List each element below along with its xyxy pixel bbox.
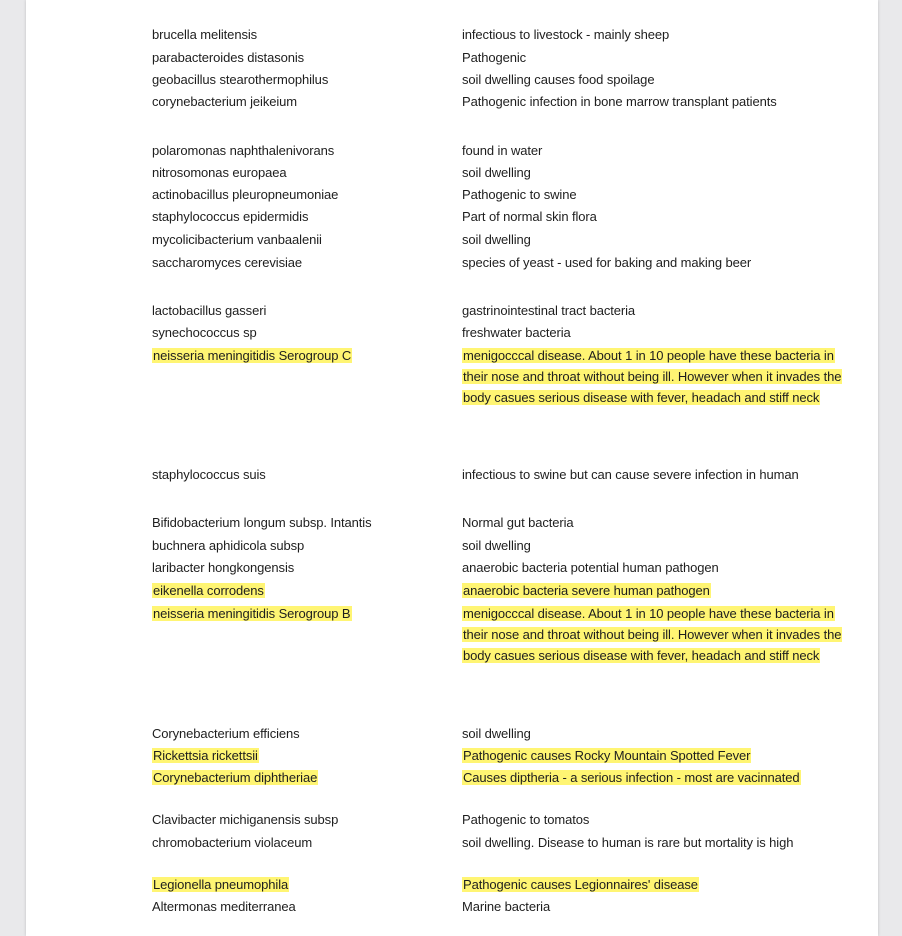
organism-description-text: species of yeast - used for baking and making beer	[462, 255, 752, 270]
organism-description	[462, 252, 862, 273]
organism-name-text: lactobacillus gasseri	[152, 303, 267, 318]
organism-description	[462, 767, 862, 788]
organism-description-text: menigocccal disease. About 1 in 10 people have these bacteria in their nose and throat without being ill. However when it invades the body casues serious disease with fever, headach and stiff neck	[463, 348, 842, 405]
organism-description	[462, 603, 862, 666]
organism-description-text: Pathogenic causes Legionnaires' disease	[463, 877, 698, 892]
organism-name	[152, 252, 452, 273]
organism-name-text: brucella melitensis	[152, 27, 258, 42]
organism-description-text: Pathogenic to swine	[462, 187, 577, 202]
organism-name	[152, 322, 452, 343]
organism-description-text: Part of normal skin flora	[462, 209, 597, 224]
organism-name	[152, 723, 452, 744]
organism-description-text: Pathogenic to tomatos	[462, 812, 590, 827]
organism-description	[462, 162, 862, 183]
organism-description-text: soil dwelling	[462, 726, 531, 741]
organism-name-text: Bifidobacterium longum subsp. Intantis	[152, 515, 372, 530]
organism-description	[462, 91, 862, 112]
organism-description	[462, 535, 862, 556]
organism-name	[152, 184, 452, 205]
organism-description-text: freshwater bacteria	[462, 325, 571, 340]
organism-description	[462, 809, 862, 830]
organism-description	[462, 300, 862, 321]
organism-name-text: actinobacillus pleuropneumoniae	[152, 187, 339, 202]
organism-name	[152, 24, 452, 45]
organism-name	[152, 580, 452, 601]
organism-description-text: anaerobic bacteria severe human pathogen	[463, 583, 710, 598]
organism-name	[152, 91, 452, 112]
organism-description	[462, 464, 862, 485]
organism-description-text: soil dwelling	[462, 538, 531, 553]
organism-description-text: anaerobic bacteria potential human pathogen	[462, 560, 719, 575]
organism-name-text: neisseria meningitidis Serogroup B	[153, 606, 351, 621]
organism-name-text: Corynebacterium diphtheriae	[153, 770, 318, 785]
organism-name	[152, 832, 452, 853]
organism-name-text: corynebacterium jeikeium	[152, 94, 297, 109]
organism-description	[462, 184, 862, 205]
organism-description	[462, 874, 862, 895]
organism-name	[152, 874, 452, 895]
organism-name-text: staphylococcus suis	[152, 467, 266, 482]
organism-name	[152, 603, 452, 624]
organism-name	[152, 464, 452, 485]
organism-name	[152, 896, 452, 917]
organism-description-text: found in water	[462, 143, 543, 158]
organism-description	[462, 512, 862, 533]
organism-name-text: Clavibacter michiganensis subsp	[152, 812, 339, 827]
organism-name-text: saccharomyces cerevisiae	[152, 255, 303, 270]
organism-name-text: synechococcus sp	[152, 325, 257, 340]
organism-description-text: Pathogenic causes Rocky Mountain Spotted Fever	[463, 748, 751, 763]
organism-description	[462, 47, 862, 68]
organism-name-text: polaromonas naphthalenivorans	[152, 143, 335, 158]
organism-description-text: infectious to livestock - mainly sheep	[462, 27, 670, 42]
organism-description	[462, 24, 862, 45]
organism-description-text: menigocccal disease. About 1 in 10 people have these bacteria in their nose and throat without being ill. However when it invades the body casues serious disease with fever, headach and stiff neck	[463, 606, 842, 663]
organism-name-text: laribacter hongkongensis	[152, 560, 295, 575]
organism-description	[462, 580, 862, 601]
document-page	[26, 0, 878, 936]
organism-name	[152, 300, 452, 321]
organism-name-text: parabacteroides distasonis	[152, 50, 305, 65]
organism-description-text: Normal gut bacteria	[462, 515, 574, 530]
organism-name	[152, 535, 452, 556]
organism-name-text: neisseria meningitidis Serogroup C	[153, 348, 352, 363]
organism-description	[462, 69, 862, 90]
organism-description	[462, 206, 862, 227]
organism-description	[462, 896, 862, 917]
organism-name-text: eikenella corrodens	[153, 583, 264, 598]
organism-description-text: Causes diptheria - a serious infection - most are vacinnated	[463, 770, 800, 785]
organism-description	[462, 745, 862, 766]
organism-name-text: Corynebacterium efficiens	[152, 726, 300, 741]
organism-description	[462, 345, 862, 408]
organism-name	[152, 140, 452, 161]
organism-name-text: nitrosomonas europaea	[152, 165, 287, 180]
organism-description	[462, 140, 862, 161]
organism-description-text: soil dwelling causes food spoilage	[462, 72, 655, 87]
organism-description-text: infectious to swine but can cause severe infection in human	[462, 467, 799, 482]
organism-description	[462, 322, 862, 343]
organism-name	[152, 69, 452, 90]
organism-name-text: mycolicibacterium vanbaalenii	[152, 232, 322, 247]
organism-description-text: soil dwelling	[462, 165, 531, 180]
organism-name-text: geobacillus stearothermophilus	[152, 72, 329, 87]
organism-name-text: buchnera aphidicola subsp	[152, 538, 305, 553]
organism-description-text: Marine bacteria	[462, 899, 551, 914]
organism-name	[152, 809, 452, 830]
organism-name	[152, 47, 452, 68]
organism-name	[152, 345, 452, 366]
organism-name	[152, 206, 452, 227]
organism-description	[462, 723, 862, 744]
organism-name	[152, 767, 452, 788]
organism-name	[152, 745, 452, 766]
organism-name	[152, 162, 452, 183]
organism-description-text: Pathogenic	[462, 50, 527, 65]
organism-name-text: chromobacterium violaceum	[152, 835, 313, 850]
organism-name-text: staphylococcus epidermidis	[152, 209, 309, 224]
organism-description-text: soil dwelling	[462, 232, 531, 247]
organism-name	[152, 557, 452, 578]
organism-name	[152, 512, 452, 533]
organism-name	[152, 229, 452, 250]
organism-description	[462, 557, 862, 578]
organism-name-text: Altermonas mediterranea	[152, 899, 296, 914]
organism-name-text: Rickettsia rickettsii	[153, 748, 258, 763]
organism-description-text: soil dwelling. Disease to human is rare but mortality is high	[462, 835, 794, 850]
organism-description-text: Pathogenic infection in bone marrow transplant patients	[462, 94, 777, 109]
organism-description-text: gastrinointestinal tract bacteria	[462, 303, 636, 318]
organism-name-text: Legionella pneumophila	[153, 877, 289, 892]
organism-description	[462, 229, 862, 250]
organism-description	[462, 832, 862, 853]
